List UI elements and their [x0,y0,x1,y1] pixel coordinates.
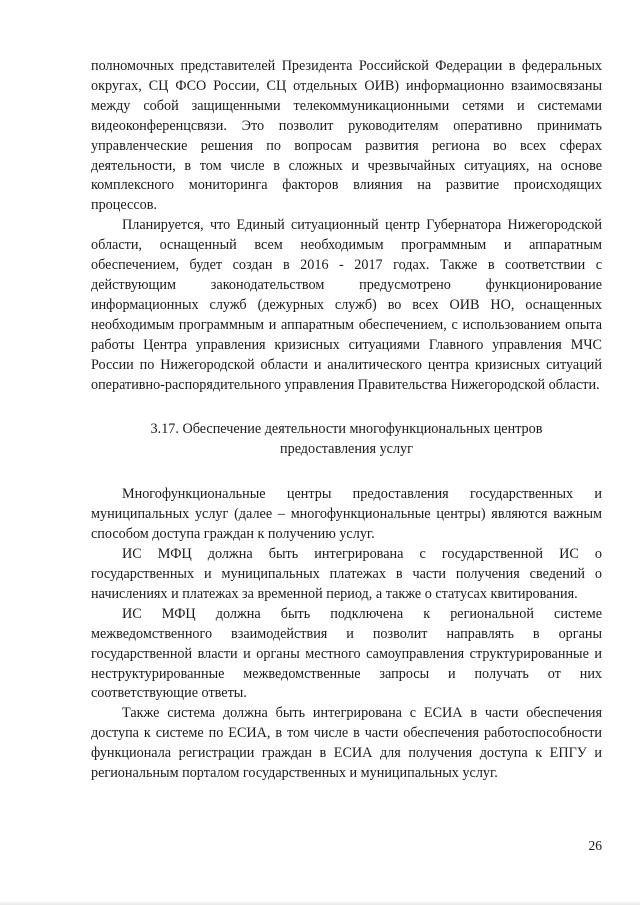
page-number: 26 [588,838,602,853]
section-heading-line-2: предоставления услуг [280,441,413,458]
paragraph-situation-center: Планируется, что Единый ситуационный центр Губернатора Нижегородской области, оснащенный всем необходимым программным и аппаратным обеспечением, будет создан в 2016 - 2017 годах. Также в соответствии с действующим законодательством предусмотрено функционирование информационных служб (дежурных служб) во всех ОИВ НО, оснащенных необходимым программным и аппаратным обеспечением, с использованием опыта работы Центра управления кризисных ситуациями Главного управления МЧС России по Нижегородской области и аналитического центра кризисных ситуаций оперативно-распорядительного управления Правительства Нижегородской области. [91,217,602,393]
scan-bottom-edge [0,901,640,905]
paragraph-mfc-esia: Также система должна быть интегрирована с ЕСИА в части обеспечения доступа к системе по ЕСИА, в том числе в части обеспечения работоспособности функционала регистрации граждан в ЕСИА для получения доступа к ЕПГУ и региональным порталом государственных и муниципальных услуг. [91,705,602,782]
paragraph-continuation: полномочных представителей Президента Российской Федерации в федеральных округах, СЦ ФСО России, СЦ отдельных ОИВ) информационно взаимосвязаны между собой защищенными телекоммуникационными сетями и системами видеоконференцсвязи. Это позволит руководителям оперативно принимать управленческие решения по вопросам развития региона во всех сферах деятельности, в том числе в сложных и чрезвычайных ситуациях, на основе комплексного мониторинга факторов влияния на развитие происходящих процессов. [91,58,602,214]
paragraph-mfc-interagency: ИС МФЦ должна быть подключена к региональной системе межведомственного взаимодействия и позволит направлять в органы государственной власти и органы местного самоуправления структурированные и неструктурированные межведомственные запросы и получать от них соответствующие ответы. [91,605,602,702]
paragraph-mfc-payments: ИС МФЦ должна быть интегрирована с государственной ИС о государственных и муниципальных платежах в части получения сведений о начислениях и платежах за временной период, а также о статусах квитирования. [91,546,602,602]
paragraph-mfc-intro: Многофункциональные центры предоставления государственных и муниципальных услуг (далее – многофункциональные центры) являются важным способом доступа граждан к получению услуг. [91,486,602,543]
section-heading [91,419,602,459]
section-heading-line-1: 3.17. Обеспечение деятельности многофункциональных центров [150,421,543,438]
